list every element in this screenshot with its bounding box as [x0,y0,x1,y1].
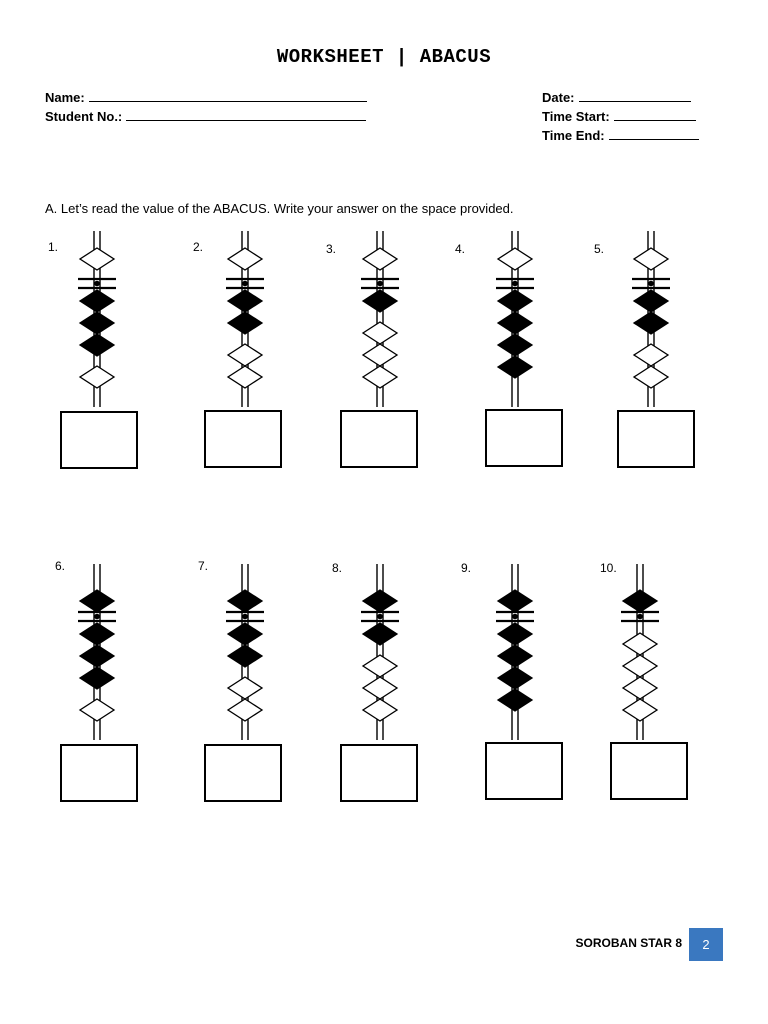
bead-inactive [363,366,397,388]
time-end-label: Time End: [542,128,605,143]
unit-dot [377,281,383,287]
bead-inactive [634,366,668,388]
bead-active [498,590,532,612]
bead-active [80,590,114,612]
bead-inactive [228,344,262,366]
abacus-rod [77,564,117,740]
abacus-rod [360,231,400,407]
bead-active [498,334,532,356]
bead-active [363,590,397,612]
page-number-badge: 2 [689,928,723,961]
abacus-rod [631,231,671,407]
bead-inactive [80,366,114,388]
time-end-input-line[interactable] [609,127,699,140]
bead-active [498,623,532,645]
bead-inactive [363,655,397,677]
worksheet-title: WORKSHEET | ABACUS [276,46,492,68]
unit-dot [512,281,518,287]
bead-active [80,667,114,689]
answer-box[interactable] [340,744,418,802]
bead-inactive [623,655,657,677]
unit-dot [648,281,654,287]
bead-inactive [623,699,657,721]
answer-box[interactable] [485,742,563,800]
problem-number: 6. [55,559,66,573]
time-start-field [542,108,696,124]
bead-inactive [363,322,397,344]
bead-active [80,334,114,356]
abacus-rod [225,564,265,740]
date-label: Date: [542,90,575,105]
bead-active [498,667,532,689]
bead-inactive [498,248,532,270]
bead-active [80,645,114,667]
abacus-rod [77,231,117,407]
bead-active [228,290,262,312]
problem-number: 3. [326,242,337,256]
bead-active [228,645,262,667]
bead-inactive [363,677,397,699]
bead-inactive [363,344,397,366]
footer-label: SOROBAN STAR 8 [575,936,682,950]
bead-inactive [363,248,397,270]
unit-dot [512,614,518,620]
student-no-input-line[interactable] [126,108,366,121]
unit-dot [377,614,383,620]
unit-dot [637,614,643,620]
time-end-field [542,127,699,143]
bead-active [363,623,397,645]
bead-active [498,312,532,334]
name-input-line[interactable] [89,89,367,102]
bead-inactive [623,633,657,655]
bead-active [80,623,114,645]
answer-box[interactable] [60,744,138,802]
bead-inactive [228,699,262,721]
answer-box[interactable] [60,411,138,469]
bead-active [498,356,532,378]
bead-inactive [623,677,657,699]
bead-active [80,290,114,312]
problem-number: 1. [48,240,59,254]
problem-number: 4. [455,242,466,256]
problem-number: 7. [198,559,209,573]
answer-box[interactable] [485,409,563,467]
answer-box[interactable] [617,410,695,468]
name-label: Name: [45,90,85,105]
unit-dot [242,614,248,620]
bead-inactive [228,677,262,699]
bead-inactive [228,366,262,388]
problem-number: 2. [193,240,204,254]
date-field [542,89,691,105]
bead-inactive [634,248,668,270]
bead-inactive [363,699,397,721]
bead-inactive [228,248,262,270]
unit-dot [94,281,100,287]
bead-active [80,312,114,334]
abacus-rod [225,231,265,407]
time-start-label: Time Start: [542,109,610,124]
date-input-line[interactable] [579,89,691,102]
abacus-rod [620,564,660,740]
bead-active [228,312,262,334]
abacus-rod [360,564,400,740]
bead-inactive [80,699,114,721]
instructions: A. Let’s read the value of the ABACUS. Write your answer on the space provided. [45,201,514,216]
bead-active [498,689,532,711]
bead-active [363,290,397,312]
abacus-rod [495,564,535,740]
answer-box[interactable] [204,744,282,802]
bead-active [228,590,262,612]
unit-dot [242,281,248,287]
answer-box[interactable] [340,410,418,468]
answer-box[interactable] [204,410,282,468]
bead-active [498,290,532,312]
answer-box[interactable] [610,742,688,800]
bead-active [498,645,532,667]
problem-number: 5. [594,242,605,256]
problem-number: 10. [600,561,617,575]
bead-active [228,623,262,645]
problem-number: 9. [461,561,472,575]
problem-number: 8. [332,561,343,575]
unit-dot [94,614,100,620]
student-no-field [45,108,366,124]
time-start-input-line[interactable] [614,108,696,121]
bead-inactive [80,248,114,270]
abacus-rod [495,231,535,407]
student-no-label: Student No.: [45,109,123,124]
name-field [45,89,367,105]
bead-active [623,590,657,612]
bead-active [634,290,668,312]
bead-active [634,312,668,334]
bead-inactive [634,344,668,366]
